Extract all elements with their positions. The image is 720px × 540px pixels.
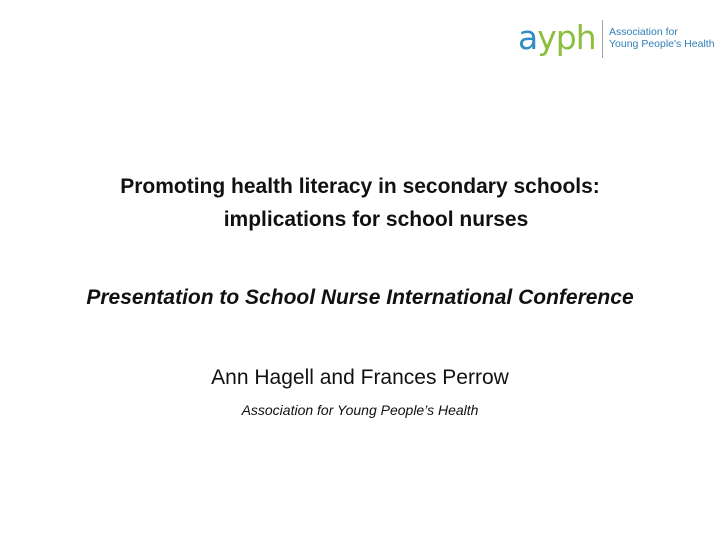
ayph-logo: [518, 16, 715, 64]
logo-divider: [602, 20, 603, 58]
slide-affiliation: Association for Young People’s Health: [241, 402, 479, 418]
slide-title-line2: implications for school nurses: [223, 208, 529, 231]
logo-text-line2: Young People's Health: [609, 38, 715, 50]
slide-title-line1: Promoting health literacy in secondary schools:: [120, 175, 600, 198]
slide-title: [60, 170, 660, 236]
logo-text: [609, 26, 715, 50]
logo-text-line1: Association for: [609, 26, 678, 38]
slide-authors: Ann Hagell and Frances Perrow: [211, 366, 509, 389]
slide-subtitle: Presentation to School Nurse International Conference: [86, 286, 634, 309]
logo-mark-a: a: [518, 18, 538, 57]
logo-mark: [518, 16, 596, 60]
logo-mark-yph: yph: [537, 18, 596, 57]
